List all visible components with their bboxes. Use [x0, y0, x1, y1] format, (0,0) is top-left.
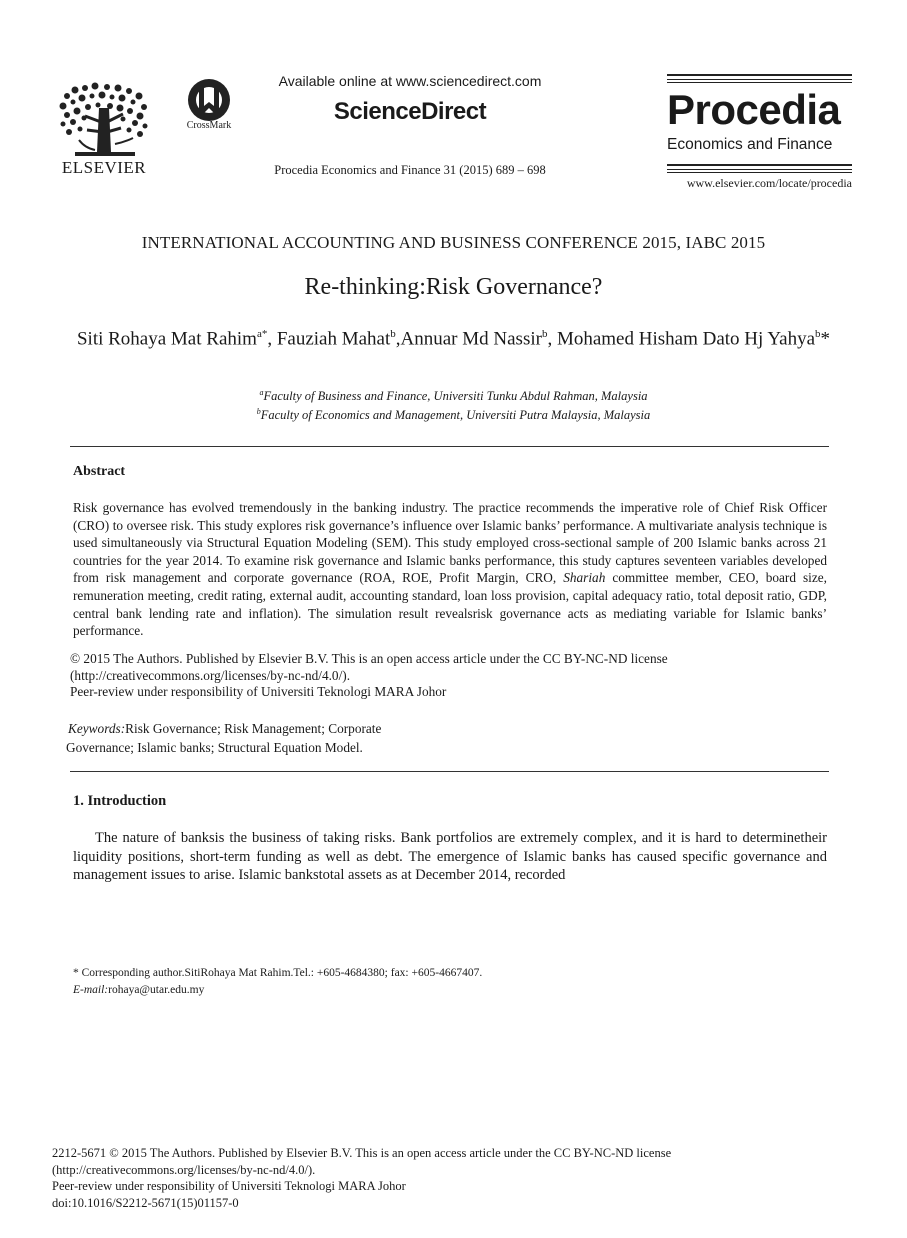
email-link[interactable]: rohaya@utar.edu.my	[108, 983, 205, 996]
abstract-text-part: Risk governance has evolved tremendously in the banking industry. The practice recommends the imperative role of Chief Risk Officer (CRO) to oversee risk. This study explores risk governance’s influence over Islamic banks’ performance. A multivariate analysis technique is used simultaneously via Structural Equation Modeling (SEM). This study employed cross-sectional sample of 200 Islamic banks across 21 countries for the year 2014. To examine risk governance and Islamic banks performance, this study captures seventeen variables developed from risk management and corporate governance (ROA, ROE, Profit Margin, CRO,	[73, 500, 827, 586]
affiliation-text: Faculty of Economics and Management, Universiti Putra Malaysia, Malaysia	[260, 408, 651, 423]
abstract-heading: Abstract	[73, 464, 126, 479]
introduction-text	[73, 829, 827, 885]
abstract-text-part: committee member, CEO, board size, remuneration meeting, credit rating, external audit, accounting standard, loan loss provision, capital adequacy ratio, total deposit ratio, GDP, central bank lending rate and inflation). The simulation result revealsrisk governance acts as mediating variable for Islamic banks’ performance.	[73, 570, 827, 639]
affiliations	[0, 385, 907, 423]
sciencedirect-wordmark: ScienceDirect	[333, 98, 487, 125]
page-footer	[52, 1145, 852, 1211]
affiliation-superscript: a	[259, 388, 264, 397]
divider-bottom	[70, 771, 829, 772]
keywords-text: Governance; Islamic banks; Structural Equation Model.	[66, 740, 363, 755]
paper-title: Re-thinking:Risk Governance?	[304, 274, 603, 300]
abstract-text-italic: Shariah	[563, 570, 606, 586]
introduction-heading: 1. Introduction	[73, 793, 167, 809]
author-separator: ,	[547, 328, 557, 350]
author-name: Siti Rohaya Mat Rahim	[76, 328, 257, 350]
footer-peer-review: Peer-review under responsibility of Universiti Teknologi MARA Johor	[52, 1179, 406, 1193]
keywords	[68, 719, 428, 757]
affiliation-superscript: b	[256, 407, 261, 417]
corresponding-author: * Corresponding author.SitiRohaya Mat Rahim.Tel.: +605-4684380; fax: +605-4667407.	[73, 967, 483, 979]
author-separator: ,	[267, 328, 277, 350]
peer-review-line: Peer-review under responsibility of Universiti Teknologi MARA Johor	[70, 684, 447, 699]
author-name: Mohamed Hisham Dato Hj Yahya	[556, 328, 816, 350]
keywords-line	[68, 719, 428, 738]
copyright-line: © 2015 The Authors. Published by Elsevier B.V. This is an open access article under the CC BY-NC-ND license	[70, 651, 668, 666]
conference-name: INTERNATIONAL ACCOUNTING AND BUSINESS CONFERENCE 2015, IABC 2015	[141, 233, 766, 252]
journal-reference: Procedia Economics and Finance 31 (2015) 689 – 698	[274, 163, 546, 177]
affiliation-text: Faculty of Business and Finance, Universiti Tunku Abdul Rahman, Malaysia	[263, 389, 648, 404]
crossmark-label: CrossMark	[186, 120, 232, 131]
elsevier-wordmark: ELSEVIER	[61, 158, 147, 177]
author-separator: ,	[395, 328, 401, 350]
author-superscript: b	[815, 328, 821, 340]
keywords-text: Risk Governance; Risk Management; Corporate	[125, 721, 382, 736]
available-online-text: Available online at www.sciencedirect.com	[278, 73, 542, 89]
author-list	[60, 322, 847, 351]
author-superscript: a*	[256, 328, 268, 340]
abstract-text	[73, 499, 827, 640]
divider-top	[70, 446, 829, 447]
email-line	[73, 982, 827, 999]
license-link[interactable]: (http://creativecommons.org/licenses/by-nc-nd/4.0/).	[70, 667, 351, 683]
doi-link[interactable]: doi:10.1016/S2212-5671(15)01157-0	[52, 1195, 239, 1210]
introduction-paragraph: The nature of banksis the business of taking risks. Bank portfolios are extremely complex, and it is hard to determinetheir liquidity positions, short-term funding as well as debt. The emergence of Islamic banks has caused specific governance and management issues to arise. Islamic bankstotal assets as at December 2014, recorded	[73, 830, 827, 883]
author-name: Fauziah Mahat	[276, 328, 391, 350]
procedia-url-link[interactable]: www.elsevier.com/locate/procedia	[686, 176, 852, 190]
keywords-label: Keywords:	[68, 721, 126, 736]
author-superscript: b	[390, 328, 396, 340]
procedia-subtitle: Economics and Finance	[667, 136, 833, 153]
footer-license-link[interactable]: (http://creativecommons.org/licenses/by-nc-nd/4.0/).	[52, 1162, 316, 1177]
footnote	[73, 965, 827, 998]
copyright-notice	[70, 651, 830, 701]
author-name: Annuar Md Nassir	[400, 328, 542, 350]
author-separator: *	[820, 328, 831, 350]
issn-copyright-line: 2212-5671 © 2015 The Authors. Published by Elsevier B.V. This is an open access article under the CC BY-NC-ND license	[52, 1146, 672, 1160]
affiliation-line	[0, 404, 907, 423]
email-label: E-mail:	[73, 983, 109, 996]
affiliation-line	[0, 385, 907, 404]
author-superscript: b	[541, 328, 548, 340]
procedia-title: Procedia	[667, 86, 841, 133]
